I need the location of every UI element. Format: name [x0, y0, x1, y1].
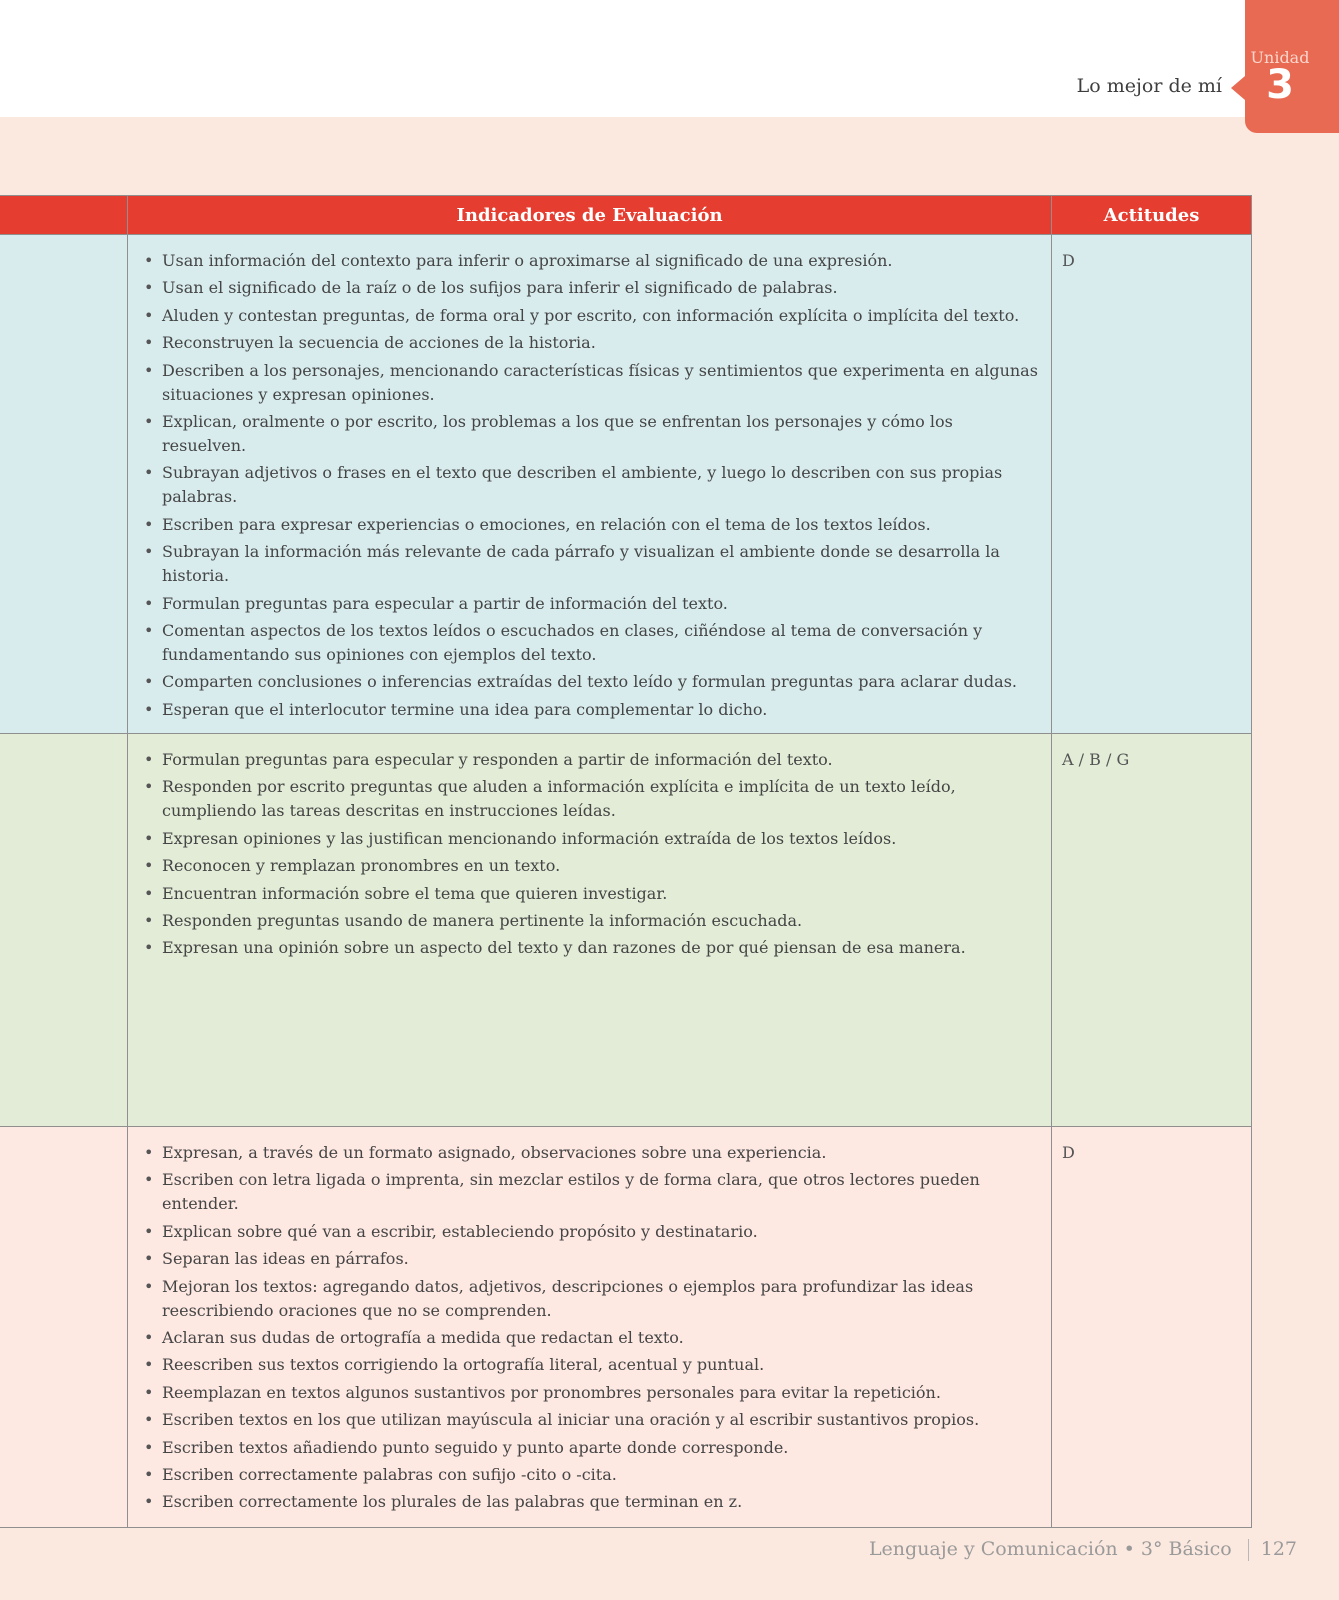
indicator-item: • Reemplazan en textos algunos sustantivos por pronombres personales para evitar la repetición. — [138, 1381, 1041, 1405]
indicator-item: • Subrayan la información más relevante de cada párrafo y visualizan el ambiente donde se desarrolla la historia. — [138, 540, 1041, 588]
indicator-item: • Escriben textos en los que utilizan mayúscula al iniciar una oración y al escribir sustantivos propios. — [138, 1408, 1041, 1432]
indicator-item: • Usan información del contexto para inferir o aproximarse al significado de una expresión. — [138, 249, 1041, 273]
indicator-item: • Mejoran los textos: agregando datos, adjetivos, descripciones o ejemplos para profundizar las ideas reescribiendo oraciones que no se comprenden. — [138, 1275, 1041, 1323]
footer-divider — [1248, 1539, 1249, 1561]
indicator-item: • Reconstruyen la secuencia de acciones de la historia. — [138, 331, 1041, 355]
indicator-item: • Aluden y contestan preguntas, de forma oral y por escrito, con información explícita o implícita del texto. — [138, 304, 1041, 328]
attitudes-cell: D — [1052, 1127, 1252, 1528]
indicator-item: • Expresan, a través de un formato asignado, observaciones sobre una experiencia. — [138, 1141, 1041, 1165]
indicator-item: • Usan el significado de la raíz o de los sufijos para inferir el significado de palabras. — [138, 276, 1041, 300]
indicator-item: • Explican, oralmente o por escrito, los problemas a los que se enfrentan los personajes y cómo los resuelven. — [138, 410, 1041, 458]
indicator-item: • Describen a los personajes, mencionando características físicas y sentimientos que experimenta en algunas situaciones y expresan opiniones. — [138, 359, 1041, 407]
indicator-item: • Formulan preguntas para especular y responden a partir de información del texto. — [138, 748, 1041, 772]
indicators-cell — [128, 1127, 1052, 1528]
indicator-item: • Separan las ideas en párrafos. — [138, 1247, 1041, 1271]
indicator-item: • Encuentran información sobre el tema que quieren investigar. — [138, 882, 1041, 906]
attitudes-cell: A / B / G — [1052, 734, 1252, 1127]
table-row — [0, 734, 1252, 1127]
page-number: 127 — [1260, 1538, 1297, 1560]
row-label-cell — [0, 1127, 128, 1528]
indicator-item: • Expresan una opinión sobre un aspecto del texto y dan razones de por qué piensan de esa manera. — [138, 936, 1041, 960]
indicator-item: • Comentan aspectos de los textos leídos o escuchados en clases, ciñéndose al tema de conversación y fundamentando sus opiniones con ejemplos del texto. — [138, 619, 1041, 667]
indicator-item: • Responden por escrito preguntas que aluden a información explícita e implícita de un texto leído, cumpliendo las tareas descritas en instrucciones leídas. — [138, 775, 1041, 823]
indicator-item: • Responden preguntas usando de manera pertinente la información escuchada. — [138, 909, 1041, 933]
indicator-item: • Formulan preguntas para especular a partir de información del texto. — [138, 592, 1041, 616]
indicator-item: • Comparten conclusiones o inferencias extraídas del texto leído y formulan preguntas para aclarar dudas. — [138, 670, 1041, 694]
table-row — [0, 235, 1252, 734]
indicators-cell — [128, 235, 1052, 734]
indicator-item: • Subrayan adjetivos o frases en el texto que describen el ambiente, y luego lo describen con sus propias palabras. — [138, 461, 1041, 509]
indicator-item: • Escriben textos añadiendo punto seguido y punto aparte donde corresponde. — [138, 1436, 1041, 1460]
indicator-item: • Escriben correctamente los plurales de las palabras que terminan en z. — [138, 1490, 1041, 1514]
column-header-attitudes: Actitudes — [1052, 196, 1252, 235]
indicator-item: • Reconocen y remplazan pronombres en un texto. — [138, 854, 1041, 878]
row-label-cell — [0, 235, 128, 734]
indicator-item: • Expresan opiniones y las justifican mencionando información extraída de los textos leídos. — [138, 827, 1041, 851]
page-footer — [869, 1538, 1297, 1561]
unit-tab — [1245, 0, 1339, 133]
row-label-cell — [0, 734, 128, 1127]
indicator-list — [138, 748, 1041, 960]
unit-title: Lo mejor de mí — [1076, 75, 1222, 97]
attitudes-cell: D — [1052, 235, 1252, 734]
table-header-row — [0, 196, 1252, 235]
indicator-list — [138, 249, 1041, 722]
evaluation-table — [0, 195, 1252, 1528]
indicator-item: • Reescriben sus textos corrigiendo la ortografía literal, acentual y puntual. — [138, 1353, 1041, 1377]
indicator-list — [138, 1141, 1041, 1514]
unit-number: 3 — [1266, 62, 1294, 108]
footer-subject: Lenguaje y Comunicación • 3° Básico — [868, 1538, 1232, 1560]
indicators-cell — [128, 734, 1052, 1127]
indicator-item: • Escriben para expresar experiencias o emociones, en relación con el tema de los textos leídos. — [138, 513, 1041, 537]
indicator-item: • Escriben correctamente palabras con sufijo -cito o -cita. — [138, 1463, 1041, 1487]
column-header-left — [0, 196, 128, 235]
indicator-item: • Esperan que el interlocutor termine una idea para complementar lo dicho. — [138, 698, 1041, 722]
page-header-band — [0, 0, 1339, 117]
indicator-item: • Aclaran sus dudas de ortografía a medida que redactan el texto. — [138, 1326, 1041, 1350]
unit-label: Unidad — [1250, 48, 1310, 67]
indicator-item: • Explican sobre qué van a escribir, estableciendo propósito y destinatario. — [138, 1220, 1041, 1244]
column-header-indicators: Indicadores de Evaluación — [128, 196, 1052, 235]
table-row — [0, 1127, 1252, 1528]
indicator-item: • Escriben con letra ligada o imprenta, sin mezclar estilos y de forma clara, que otros lectores pueden entender. — [138, 1168, 1041, 1216]
